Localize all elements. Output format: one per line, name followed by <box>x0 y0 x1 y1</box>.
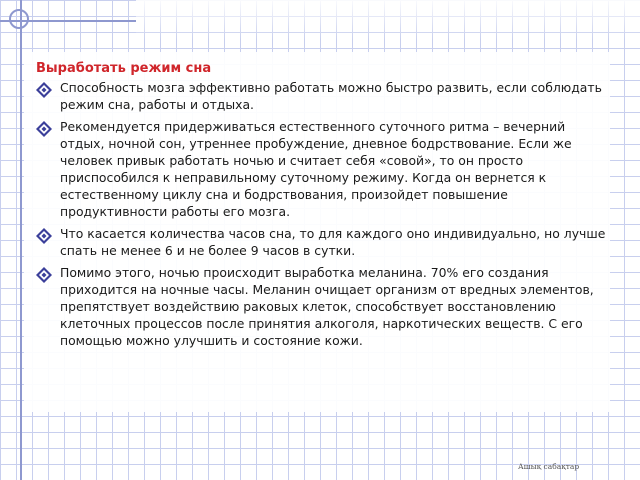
grid-vertical-accent-line <box>20 0 22 480</box>
bullet-item <box>36 225 606 259</box>
footer-caption: Ашық сабақтар <box>518 462 580 471</box>
bullet-text: Рекомендуется придерживаться естественного суточного ритма – вечерний отдых, ночной сон, утреннее пробуждение, дневное бодрствование. Если же человек привык работать ночью и считает себя «совой», то он просто приспособился к неправильному суточному режиму. Когда он вернется к естественному циклу сна и бодрствования, произойдет повышение продуктивности работы его мозга. <box>60 119 572 219</box>
bullet-item <box>36 79 606 113</box>
bullet-item <box>36 118 606 220</box>
bullet-text: Помимо этого, ночью происходит выработка меланина. 70% его создания приходится на ночные часы. Меланин очищает организм от вредных элементов, препятствует воздействию раковых клеток, способствует восстановлению клеточных процессов после принятия алкоголя, наркотических веществ. С его помощью можно улучшить и состояние кожи. <box>60 265 594 348</box>
slide-title: Выработать режим сна <box>36 61 212 76</box>
bullet-item <box>36 264 606 349</box>
diamond-bullet-icon <box>36 267 52 283</box>
top-fade-overlay <box>136 0 640 40</box>
bullet-text: Что касается количества часов сна, то для каждого оно индивидуально, но лучше спать не менее 6 и не более 9 часов в сутки. <box>60 226 606 258</box>
diamond-bullet-icon <box>36 228 52 244</box>
diamond-bullet-icon <box>36 121 52 137</box>
bullet-text: Способность мозга эффективно работать можно быстро развить, если соблюдать режим сна, работы и отдыха. <box>60 80 602 112</box>
bullet-list <box>36 79 606 354</box>
diamond-bullet-icon <box>36 82 52 98</box>
circle-ornament-icon <box>9 9 29 29</box>
